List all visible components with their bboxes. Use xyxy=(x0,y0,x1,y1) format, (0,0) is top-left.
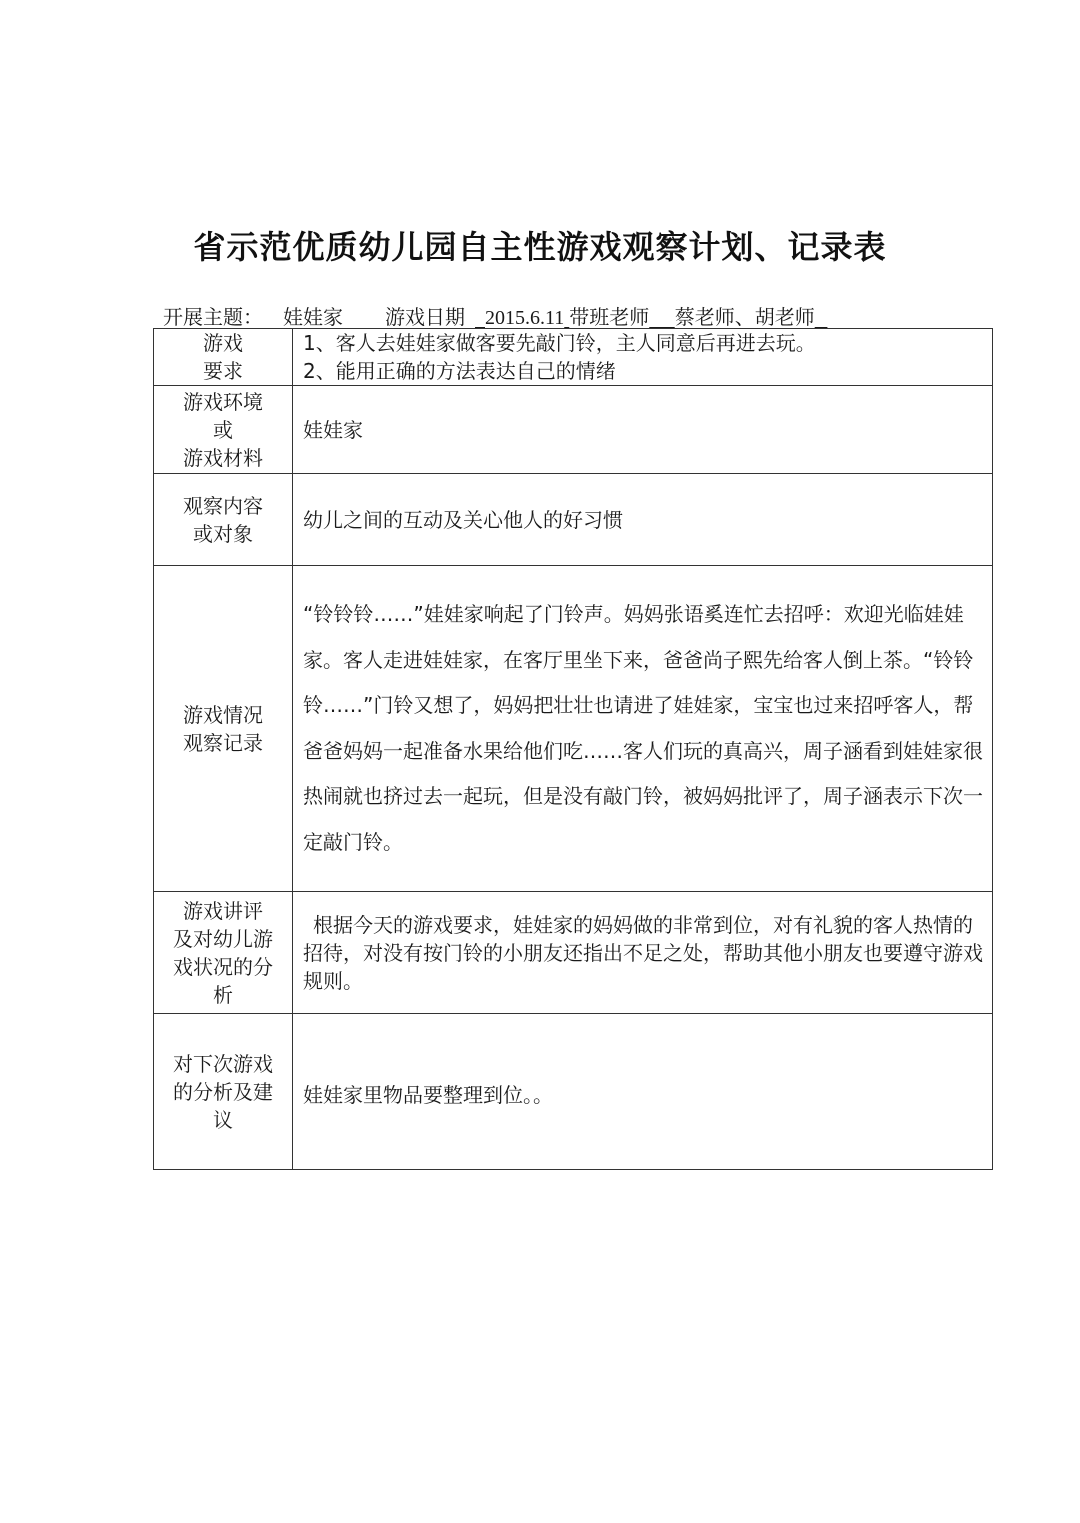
label-line: 对下次游戏 xyxy=(173,1051,273,1076)
analysis-value xyxy=(293,892,993,1014)
teacher-value xyxy=(649,301,827,330)
label-line: 游戏 xyxy=(203,331,243,355)
teacher-label: 带班老师 xyxy=(569,305,650,329)
row-observation xyxy=(154,474,993,566)
analysis-label xyxy=(154,892,293,1014)
label-line: 游戏材料 xyxy=(183,445,263,470)
suggestion-value xyxy=(293,1014,993,1170)
date-text: 2015.6.11 xyxy=(485,307,565,329)
observation-text: 幼儿之间的互动及关心他人的好习惯 xyxy=(303,507,623,532)
record-value xyxy=(293,566,993,892)
label-line: 游戏讲评 xyxy=(183,898,263,923)
requirements-label xyxy=(154,329,293,386)
observation-table xyxy=(153,328,993,1170)
requirement-item: 1、客人去娃娃家做客要先敲门铃，主人同意后再进去玩。 xyxy=(303,331,816,355)
requirement-item: 2、能用正确的方法表达自己的情绪 xyxy=(303,359,616,383)
record-text: “铃铃铃……”娃娃家响起了门铃声。妈妈张语奚连忙去招呼：欢迎光临娃娃家。客人走进娃娃家，在客厅里坐下来，爸爸尚子熙先给客人倒上茶。“铃铃铃……”门铃又想了，妈妈把壮壮也请进了娃娃家，宝宝也过来招呼客人，帮爸爸妈妈一起准备水果给他们吃……客人们玩的真高兴，周子涵看到娃娃家很热闹就也挤过去一起玩，但是没有敲门铃，被妈妈批评了，周子涵表示下次一定敲门铃。 xyxy=(303,602,983,854)
suggestion-text: 娃娃家里物品要整理到位。。 xyxy=(303,1082,553,1107)
environment-label xyxy=(154,386,293,474)
suggestion-label xyxy=(154,1014,293,1170)
observation-label xyxy=(154,474,293,566)
environment-text: 娃娃家 xyxy=(303,417,363,442)
record-label xyxy=(154,566,293,892)
label-line: 议 xyxy=(213,1107,233,1132)
requirements-value xyxy=(293,329,993,386)
label-line: 观察记录 xyxy=(183,730,263,755)
teacher-text: 蔡老师、胡老师 xyxy=(674,305,815,329)
label-line: 析 xyxy=(213,982,233,1007)
theme-value: 娃娃家 xyxy=(283,305,343,329)
row-environment xyxy=(154,386,993,474)
label-line: 游戏情况 xyxy=(183,702,263,727)
analysis-text: 根据今天的游戏要求，娃娃家的妈妈做的非常到位，对有礼貌的客人热情的招待，对没有按门铃的小朋友还指出不足之处，帮助其他小朋友也要遵守游戏规则。 xyxy=(303,912,983,993)
label-line: 的分析及建 xyxy=(173,1079,273,1104)
label-line: 观察内容 xyxy=(183,493,263,518)
header-meta xyxy=(163,301,827,330)
date-label: 游戏日期 xyxy=(385,305,465,329)
row-record xyxy=(154,566,993,892)
label-line: 或对象 xyxy=(193,521,253,546)
row-analysis xyxy=(154,892,993,1014)
row-suggestion xyxy=(154,1014,993,1170)
row-requirements xyxy=(154,329,993,386)
label-line: 戏状况的分 xyxy=(173,954,273,979)
date-value xyxy=(475,307,569,330)
label-line: 及对幼儿游 xyxy=(173,926,273,951)
environment-value xyxy=(293,386,993,474)
label-line: 游戏环境 xyxy=(183,389,263,414)
page-title: 省示范优质幼儿园自主性游戏观察计划、记录表 xyxy=(193,228,887,266)
label-line: 要求 xyxy=(203,359,243,383)
label-line: 或 xyxy=(213,417,233,442)
theme-label: 开展主题： xyxy=(163,305,263,329)
observation-value xyxy=(293,474,993,566)
